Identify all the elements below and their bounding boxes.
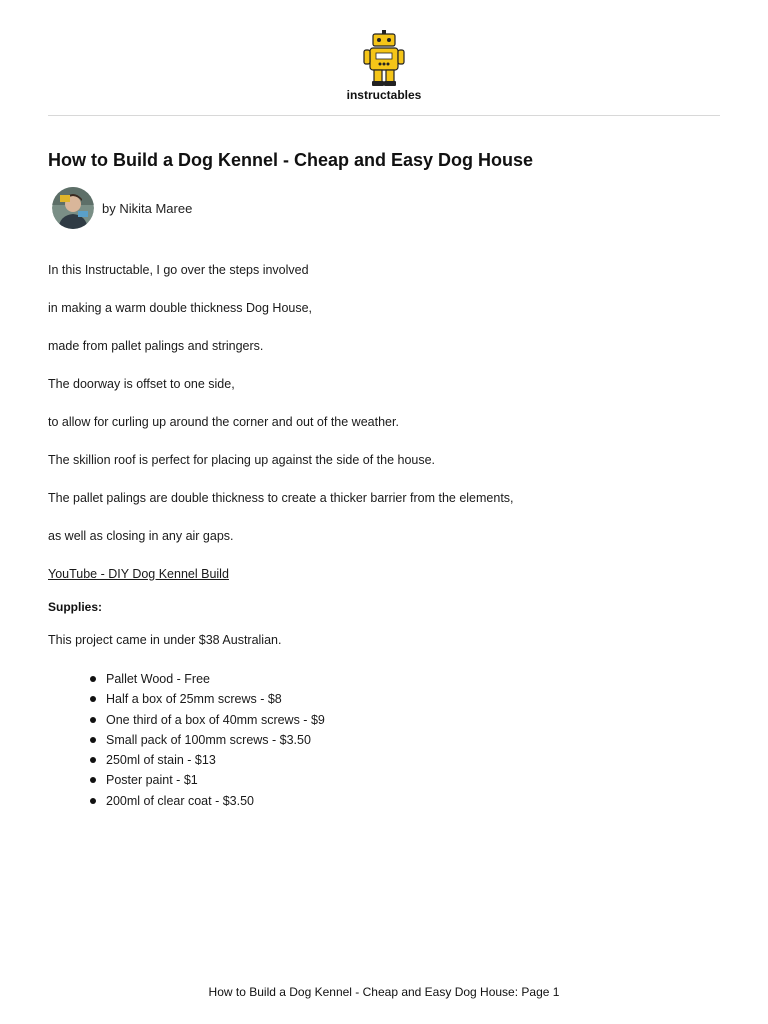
instructables-robot-logo[interactable] bbox=[362, 30, 406, 88]
list-item bbox=[88, 792, 325, 812]
author-byline[interactable]: by Nikita Maree bbox=[102, 200, 193, 216]
intro-paragraph: In this Instructable, I go over the steps involved bbox=[48, 263, 309, 277]
bullet-icon bbox=[90, 676, 96, 682]
author-avatar[interactable] bbox=[52, 187, 94, 229]
intro-paragraph: made from pallet palings and stringers. bbox=[48, 339, 264, 353]
site-header bbox=[0, 30, 768, 102]
intro-paragraph: as well as closing in any air gaps. bbox=[48, 529, 234, 543]
intro-paragraph: The pallet palings are double thickness to create a thicker barrier from the elements, bbox=[48, 491, 514, 505]
supplies-heading: Supplies: bbox=[48, 600, 103, 614]
bullet-icon bbox=[90, 737, 96, 743]
intro-paragraph: in making a warm double thickness Dog House, bbox=[48, 301, 313, 315]
list-item bbox=[88, 670, 325, 690]
supply-item-text: Pallet Wood - Free bbox=[106, 672, 210, 686]
supply-item-text: Poster paint - $1 bbox=[106, 773, 198, 788]
list-item bbox=[88, 771, 325, 791]
bullet-icon bbox=[90, 696, 96, 702]
brand-name[interactable]: instructables bbox=[346, 88, 422, 102]
list-item bbox=[88, 731, 325, 751]
list-item bbox=[88, 690, 325, 710]
supply-item-text: Small pack of 100mm screws - $3.50 bbox=[106, 732, 311, 747]
intro-paragraph: The doorway is offset to one side, bbox=[48, 377, 235, 391]
intro-paragraph: The skillion roof is perfect for placing up against the side of the house. bbox=[48, 453, 436, 467]
article-title: How to Build a Dog Kennel - Cheap and Easy Dog House bbox=[48, 150, 534, 170]
youtube-link-row bbox=[48, 567, 229, 581]
bullet-icon bbox=[90, 798, 96, 804]
bullet-icon bbox=[90, 777, 96, 783]
supply-item-text: 250ml of stain - $13 bbox=[106, 753, 216, 768]
youtube-link[interactable]: YouTube - DIY Dog Kennel Build bbox=[48, 567, 229, 581]
supplies-intro: This project came in under $38 Australian. bbox=[48, 633, 282, 647]
supply-item-text: One third of a box of 40mm screws - $9 bbox=[106, 712, 325, 727]
header-divider bbox=[48, 115, 720, 116]
intro-paragraph: to allow for curling up around the corner and out of the weather. bbox=[48, 415, 399, 429]
page-footer: How to Build a Dog Kennel - Cheap and Easy Dog House: Page 1 bbox=[208, 985, 560, 999]
bullet-icon bbox=[90, 717, 96, 723]
supply-item-text: Half a box of 25mm screws - $8 bbox=[106, 692, 282, 707]
supplies-list bbox=[88, 670, 325, 812]
author-block bbox=[52, 187, 192, 229]
bullet-icon bbox=[90, 757, 96, 763]
list-item bbox=[88, 711, 325, 731]
supply-item-text: 200ml of clear coat - $3.50 bbox=[106, 793, 254, 808]
list-item bbox=[88, 751, 325, 771]
